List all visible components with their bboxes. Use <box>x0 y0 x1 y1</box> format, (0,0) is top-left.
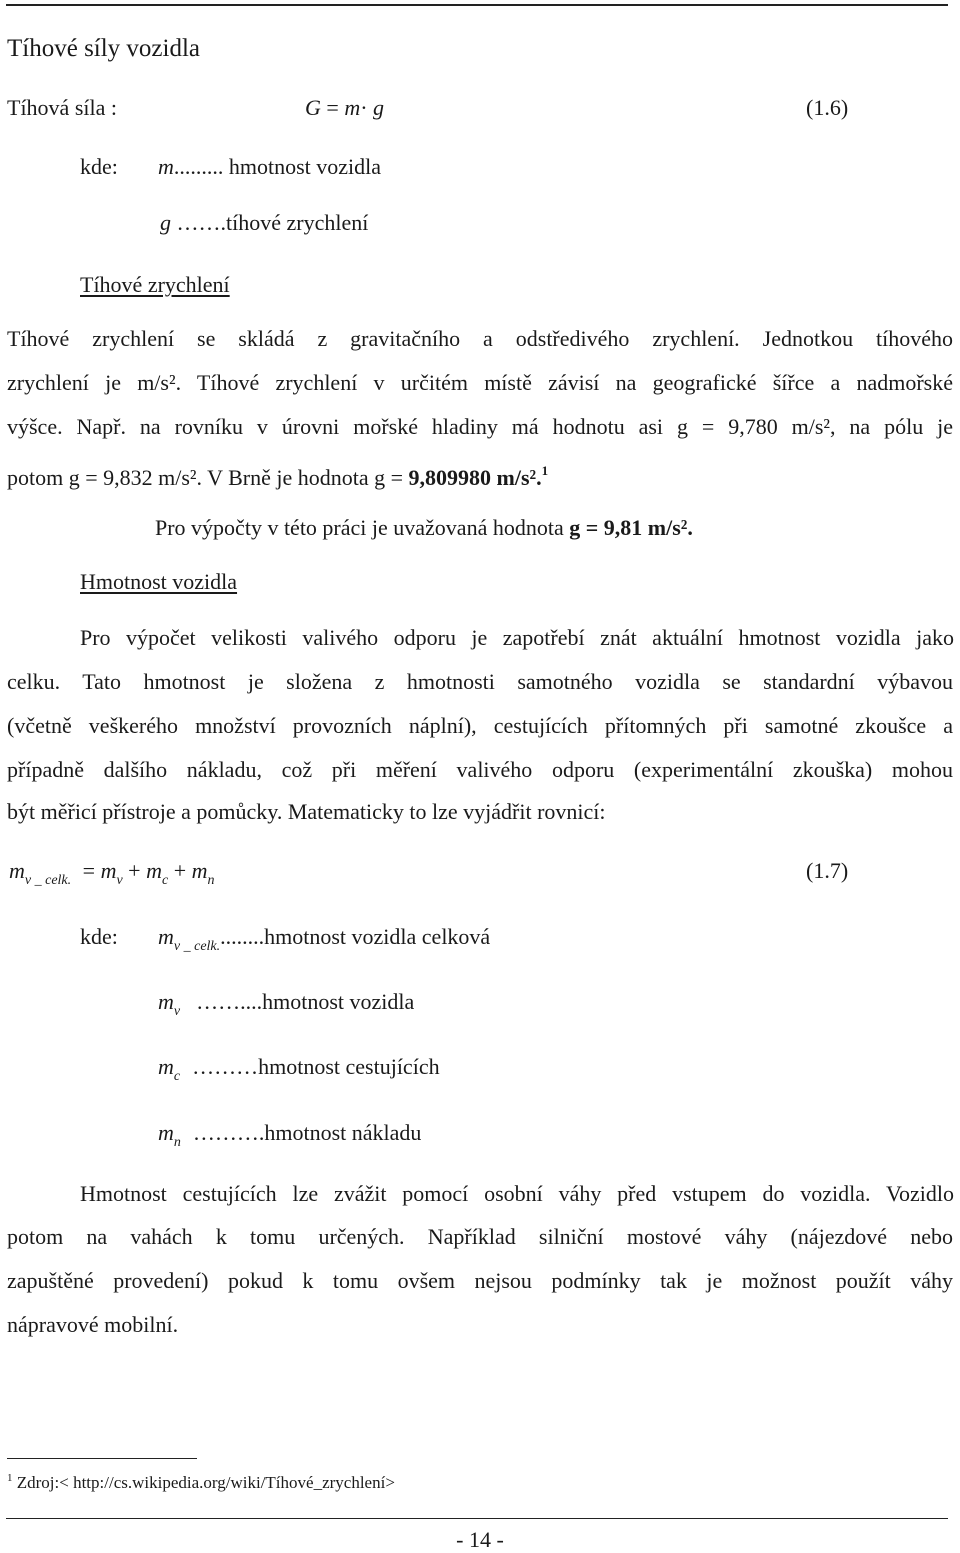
eq1-G: G <box>305 95 321 120</box>
footnote-text: Zdroj:< http://cs.wikipedia.org/wiki/Tíhové_zrychlení> <box>12 1473 395 1492</box>
para2-line4: případně dalšího nákladu, což při měření valivého odporu (experimentální zkouška) mohou <box>7 757 953 782</box>
para3-line3: zapuštěné provedení) pokud k tomu ovšem nejsou podmínky tak je možnost použít váhy <box>7 1268 953 1293</box>
equation-1-6 <box>305 94 384 122</box>
where2-total-sub: v _ celk. <box>173 939 221 954</box>
where1-g-desc: …….tíhové zrychlení <box>176 210 369 235</box>
where2-v-sub: v <box>173 1004 181 1019</box>
where1-m-symbol: m <box>158 154 174 179</box>
used-g-value: g = 9,81 m/s². <box>569 515 693 540</box>
brno-value: 9,809980 m/s². <box>408 465 542 490</box>
where2-n-sub: n <box>173 1135 181 1150</box>
eq1-equals: = <box>326 95 339 120</box>
footnote-rule <box>7 1458 197 1459</box>
para2-line3: (včetně veškerého množství provozních náplní), cestujících přítomných při samotné zkoušce a <box>7 713 953 738</box>
para2-line2: celku. Tato hmotnost je složena z hmotnosti samotného vozidla se standardní výbavou <box>7 669 953 694</box>
gravity-force-label: Tíhová síla : <box>7 95 117 120</box>
where2-v-m: m <box>158 989 174 1014</box>
para3-line4: nápravové mobilní. <box>7 1312 179 1337</box>
footnote <box>7 1472 395 1493</box>
bottom-rule <box>6 1518 948 1519</box>
section-vehicle-mass: Hmotnost vozidla <box>80 569 238 594</box>
eq2-sub-n: n <box>207 873 215 888</box>
footnote-ref-1: 1 <box>541 463 549 478</box>
para1-line5-text: Pro výpočty v této práci je uvažovaná hodnota <box>155 515 570 540</box>
eq2-sub-c: c <box>161 873 169 888</box>
where2-total-m: m <box>158 924 174 949</box>
eq2-sub-total: v _ celk. <box>24 873 72 888</box>
where2-c-desc: ………hmotnost cestujících <box>192 1054 440 1079</box>
eq2-equals: = <box>82 858 96 883</box>
para3-line1: Hmotnost cestujících lze zvážit pomocí osobní váhy před vstupem do vozidla. Vozidlo <box>80 1181 954 1206</box>
where2-total-desc: ........hmotnost vozidla celková <box>220 924 491 949</box>
where2-v-desc: ……....hmotnost vozidla <box>196 989 415 1014</box>
where2-kde: kde: <box>80 924 118 949</box>
where2-v-row <box>158 988 414 1026</box>
where1-m-row <box>158 153 381 181</box>
eq2-m-n: m <box>191 858 208 883</box>
section-gravity-acceleration: Tíhové zrychlení <box>80 272 230 297</box>
equation-1-7-number: (1.7) <box>806 858 849 883</box>
where2-n-row <box>158 1119 421 1157</box>
eq2-m-total: m <box>9 858 25 883</box>
where1-g-row <box>160 209 368 237</box>
eq1-g: g <box>373 95 385 120</box>
eq2-m-c: m <box>146 858 162 883</box>
eq2-sub-v: v <box>116 873 123 888</box>
where1-m-desc: ......... hmotnost vozidla <box>173 154 382 179</box>
where2-total-row <box>158 923 490 961</box>
para3-line2: potom na vahách k tomu určených. Například silniční mostové váhy (nájezdové nebo <box>7 1224 953 1249</box>
para2-line1: Pro výpočet velikosti valivého odporu je zapotřebí znát aktuální hmotnost vozidla jako <box>80 625 954 650</box>
para1-line3: výšce. Např. na rovníku v úrovni mořské hladiny má hodnotu asi g = 9,780 m/s², na pólu je <box>7 414 953 439</box>
para1-line4 <box>7 457 548 492</box>
eq1-dot: · <box>360 95 368 120</box>
eq2-plus-1: + <box>128 858 141 883</box>
para1-line2: zrychlení je m/s². Tíhové zrychlení v určitém místě závisí na geografické šířce a nadmořské <box>7 370 953 395</box>
top-rule <box>6 4 948 6</box>
eq2-plus-2: + <box>173 858 187 883</box>
para2-line5: být měřicí přístroje a pomůcky. Matematicky to lze vyjádřit rovnicí: <box>7 799 606 824</box>
para1-line5 <box>155 514 693 542</box>
page-title: Tíhové síly vozidla <box>7 35 201 62</box>
where1-kde: kde: <box>80 154 118 179</box>
where2-c-m: m <box>158 1054 174 1079</box>
where2-c-row <box>158 1053 440 1091</box>
page-number: - 14 - <box>456 1527 504 1552</box>
where2-n-desc: ……….hmotnost nákladu <box>192 1120 422 1145</box>
footnote-number: 1 <box>7 1472 13 1484</box>
where2-c-sub: c <box>173 1069 181 1084</box>
para1-line4-text: potom g = 9,832 m/s². V Brně je hodnota g = <box>7 465 409 490</box>
where1-g-symbol: g <box>160 210 171 235</box>
equation-1-6-number: (1.6) <box>806 95 849 120</box>
para1-line1: Tíhové zrychlení se skládá z gravitačního a odstředivého zrychlení. Jednotkou tíhového <box>7 326 953 351</box>
eq2-m-v: m <box>100 858 117 883</box>
eq1-m: m <box>344 95 361 120</box>
equation-1-7 <box>9 857 215 895</box>
where2-n-m: m <box>158 1120 174 1145</box>
